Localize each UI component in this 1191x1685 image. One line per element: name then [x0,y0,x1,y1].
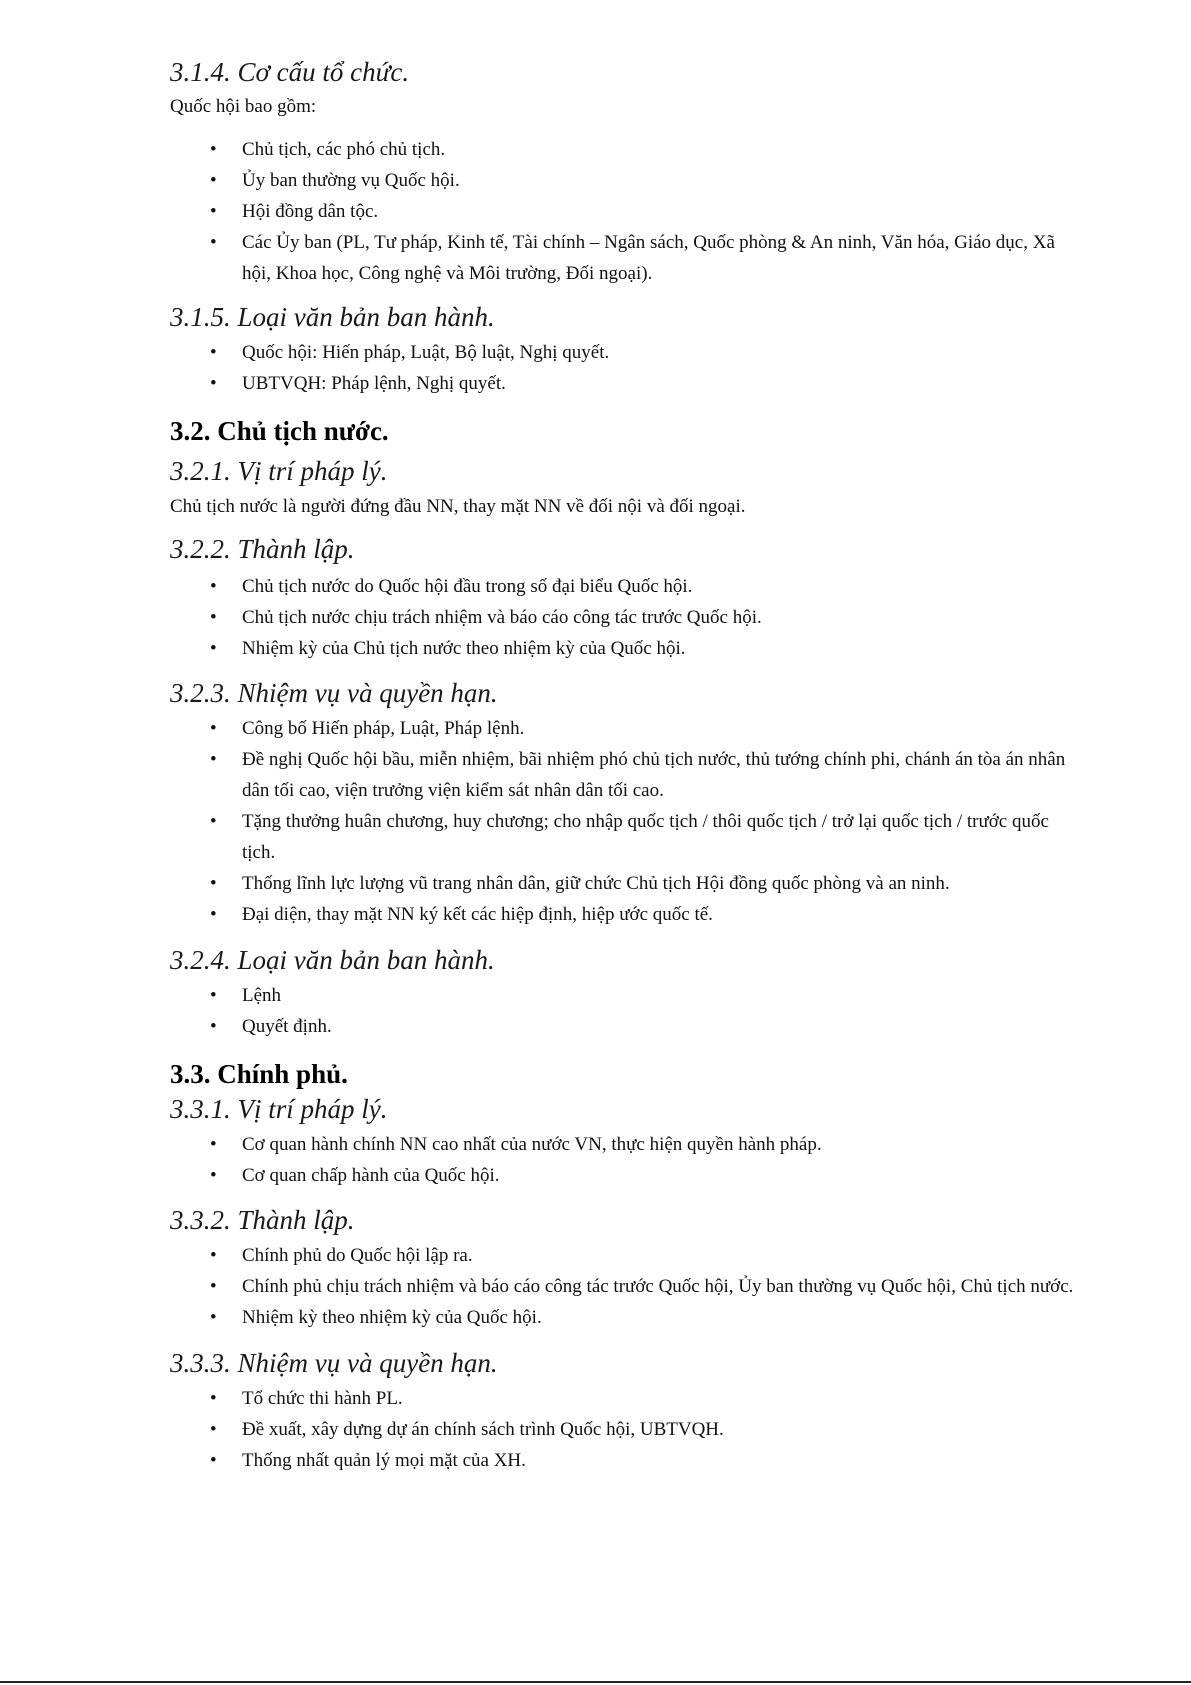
list-item: • Quyết định. [170,1011,1080,1042]
bullet-icon: • [210,811,217,832]
bullet-icon: • [210,170,217,191]
list-item: • Tặng thưởng huân chương, huy chương; cho nhập quốc tịch / thôi quốc tịch / trở lại quốc tịch / trước quốc tịch. [170,806,1080,868]
bullet-icon: • [210,1388,217,1409]
list-item: • Đại diện, thay mặt NN ký kết các hiệp định, hiệp ước quốc tế. [170,899,1080,930]
list-item: • Chủ tịch nước do Quốc hội đầu trong số đại biểu Quốc hội. [170,571,1080,602]
heading-3-2-2: 3.2.2. Thành lập. [170,534,355,564]
bullet-icon: • [210,638,217,659]
bullet-icon: • [210,607,217,628]
document-page [170,0,1080,1476]
list-item: • Chính phủ do Quốc hội lập ra. [170,1240,1080,1271]
bullet-icon: • [210,873,217,894]
list-3-1-5 [170,337,1080,399]
bullet-icon: • [210,232,217,253]
list-item: • Nhiệm kỳ của Chủ tịch nước theo nhiệm kỳ của Quốc hội. [170,633,1080,664]
bullet-icon: • [210,1450,217,1471]
list-item: • Chủ tịch, các phó chủ tịch. [170,134,1080,165]
list-item: • Cơ quan chấp hành của Quốc hội. [170,1160,1080,1191]
bullet-icon: • [210,201,217,222]
list-item: • Đề nghị Quốc hội bầu, miễn nhiệm, bãi nhiệm phó chủ tịch nước, thủ tướng chính phi, chánh án tòa án nhân dân tối cao, viện trưởng viện kiểm sát nhân dân tối cao. [170,744,1080,806]
list-item: • Ủy ban thường vụ Quốc hội. [170,165,1080,196]
list-item: • Nhiệm kỳ theo nhiệm kỳ của Quốc hội. [170,1302,1080,1333]
heading-3-3-3: 3.3.3. Nhiệm vụ và quyền hạn. [170,1348,498,1378]
list-item: • Quốc hội: Hiến pháp, Luật, Bộ luật, Nghị quyết. [170,337,1080,368]
heading-3-2: 3.2. Chủ tịch nước. [170,416,389,446]
bullet-icon: • [210,342,217,363]
heading-3-2-1: 3.2.1. Vị trí pháp lý. [170,456,388,486]
bullet-icon: • [210,1165,217,1186]
bullet-icon: • [210,985,217,1006]
heading-3-3-2: 3.3.2. Thành lập. [170,1205,355,1235]
bullet-icon: • [210,904,217,925]
heading-3-3-1: 3.3.1. Vị trí pháp lý. [170,1094,388,1124]
bullet-icon: • [210,1307,217,1328]
list-3-2-2 [170,571,1080,664]
list-3-3-1 [170,1129,1080,1191]
bullet-icon: • [210,373,217,394]
list-3-1-4 [170,134,1080,289]
paragraph-chu-tich-nuoc: Chủ tịch nước là người đứng đầu NN, thay mặt NN về đối nội và đối ngoại. [170,496,746,517]
list-item: • Các Ủy ban (PL, Tư pháp, Kinh tế, Tài chính – Ngân sách, Quốc phòng & An ninh, Văn hóa, Giáo dục, Xã hội, Khoa học, Công nghệ và Môi trường, Đối ngoại). [170,227,1080,289]
page-bottom-rule [0,1681,1191,1683]
bullet-icon: • [210,749,217,770]
list-item: • Lệnh [170,980,1080,1011]
bullet-icon: • [210,139,217,160]
heading-3-1-4: 3.1.4. Cơ cấu tổ chức. [170,57,410,87]
list-item: • Thống nhất quản lý mọi mặt của XH. [170,1445,1080,1476]
list-item: • Đề xuất, xây dựng dự án chính sách trình Quốc hội, UBTVQH. [170,1414,1080,1445]
bullet-icon: • [210,1134,217,1155]
list-item: • Hội đồng dân tộc. [170,196,1080,227]
heading-3-1-5: 3.1.5. Loại văn bản ban hành. [170,302,495,332]
list-item: • Chính phủ chịu trách nhiệm và báo cáo công tác trước Quốc hội, Ủy ban thường vụ Quốc hội, Chủ tịch nước. [170,1271,1080,1302]
paragraph-quoc-hoi-intro: Quốc hội bao gồm: [170,96,317,117]
list-item: • Thống lĩnh lực lượng vũ trang nhân dân, giữ chức Chủ tịch Hội đồng quốc phòng và an ninh. [170,868,1080,899]
bullet-icon: • [210,1245,217,1266]
list-3-2-3 [170,713,1080,930]
heading-3-2-3: 3.2.3. Nhiệm vụ và quyền hạn. [170,678,498,708]
bullet-icon: • [210,1016,217,1037]
bullet-icon: • [210,718,217,739]
heading-3-2-4: 3.2.4. Loại văn bản ban hành. [170,945,495,975]
list-item: • Tổ chức thi hành PL. [170,1383,1080,1414]
list-item: • Cơ quan hành chính NN cao nhất của nước VN, thực hiện quyền hành pháp. [170,1129,1080,1160]
bullet-icon: • [210,576,217,597]
list-3-3-2 [170,1240,1080,1333]
bullet-icon: • [210,1276,217,1297]
heading-3-3: 3.3. Chính phủ. [170,1059,348,1089]
list-3-2-4 [170,980,1080,1042]
list-item: • Công bố Hiến pháp, Luật, Pháp lệnh. [170,713,1080,744]
list-3-3-3 [170,1383,1080,1476]
bullet-icon: • [210,1419,217,1440]
list-item: • UBTVQH: Pháp lệnh, Nghị quyết. [170,368,1080,399]
list-item: • Chủ tịch nước chịu trách nhiệm và báo cáo công tác trước Quốc hội. [170,602,1080,633]
